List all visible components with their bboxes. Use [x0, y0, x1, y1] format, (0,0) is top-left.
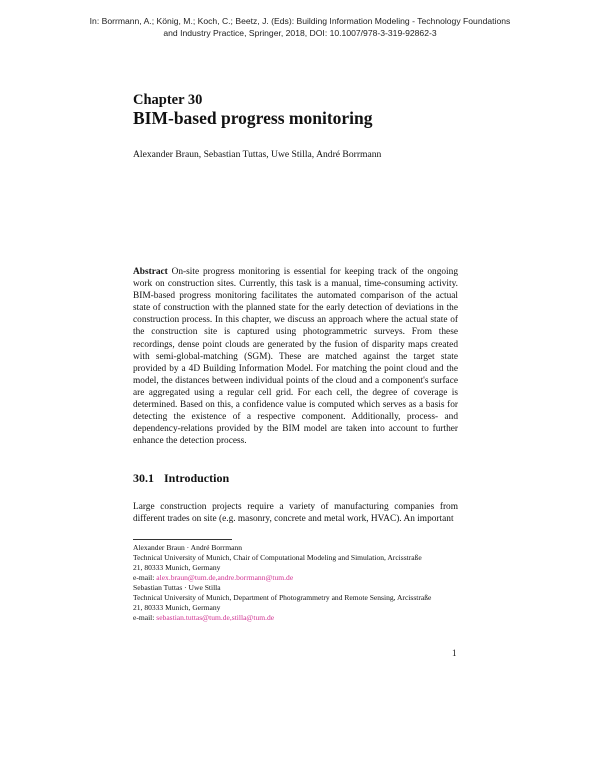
affiliation-block: [133, 543, 461, 583]
email-link[interactable]: alex.braun@tum.de,andre.borrmann@tum.de: [156, 572, 294, 582]
chapter-title: BIM-based progress monitoring: [133, 108, 373, 128]
abstract-paragraph: [133, 266, 458, 447]
footnote-rule: [133, 539, 232, 540]
affiliation-institution: Technical University of Munich, Department of Photogrammetry and Remote Sensing, Arcisstraße: [133, 592, 432, 602]
page-number: 1: [452, 648, 457, 658]
chapter-label: Chapter 30: [133, 92, 203, 108]
section-number: 30.1: [133, 471, 154, 485]
affiliation-address: 21, 80333 Munich, Germany: [133, 562, 221, 572]
email-label: e-mail:: [133, 612, 155, 622]
section-heading: [133, 471, 229, 486]
citation-header: [60, 16, 540, 39]
affiliation-email-line: [133, 573, 461, 583]
email-link[interactable]: sebastian.tuttas@tum.de,stilla@tum.de: [156, 612, 275, 622]
abstract-text: On-site progress monitoring is essential for keeping track of the ongoing work on construction sites. Currently, this task is a manual, time-consuming activity. BIM-based progress monitoring facilitates the automated comparison of the actual state of construction with the planned state for the early detection of deviations in the construction process. In this chapter, we discuss an approach where the actual state of the construction site is captured using photogrammetric surveys. From these recordings, dense point clouds are generated by the fusion of disparity maps created with semi-global-matching (SGM). These are matched against the target state provided by a 4D Building Information Model. For matching the point cloud and the model, the distances between individual points of the cloud and a component's surface are aggregated using a regular cell grid. For each cell, the degree of coverage is determined. Based on this, a confidence value is computed which serves as a basis for detecting the existence of a respective component. Additionally, process- and dependency-relations provided by the BIM model are taken into account to further enhance the detection process.: [133, 267, 458, 447]
affiliation-email-line: [133, 613, 461, 623]
citation-line-1: In: Borrmann, A.; König, M.; Koch, C.; Beetz, J. (Eds): Building Information Modeling - Technology Foundations: [89, 16, 511, 26]
affiliation-address: 21, 80333 Munich, Germany: [133, 602, 221, 612]
section-title: Introduction: [164, 471, 230, 485]
author-list: Alexander Braun, Sebastian Tuttas, Uwe Stilla, André Borrmann: [133, 149, 382, 160]
intro-paragraph: Large construction projects require a variety of manufacturing companies from different trades on site (e.g. masonry, concrete and metal work, HVAC). An important: [133, 502, 458, 525]
affiliation-institution: Technical University of Munich, Chair of Computational Modeling and Simulation, Arcisstraße: [133, 552, 422, 562]
abstract-label: Abstract: [133, 267, 168, 277]
affiliation-names: Sebastian Tuttas · Uwe Stilla: [133, 583, 221, 592]
email-label: e-mail:: [133, 572, 155, 582]
affiliation-names: Alexander Braun · André Borrmann: [133, 543, 242, 552]
citation-line-2: and Industry Practice, Springer, 2018, DOI: 10.1007/978-3-319-92862-3: [163, 27, 437, 38]
affiliation-block: [133, 583, 461, 623]
